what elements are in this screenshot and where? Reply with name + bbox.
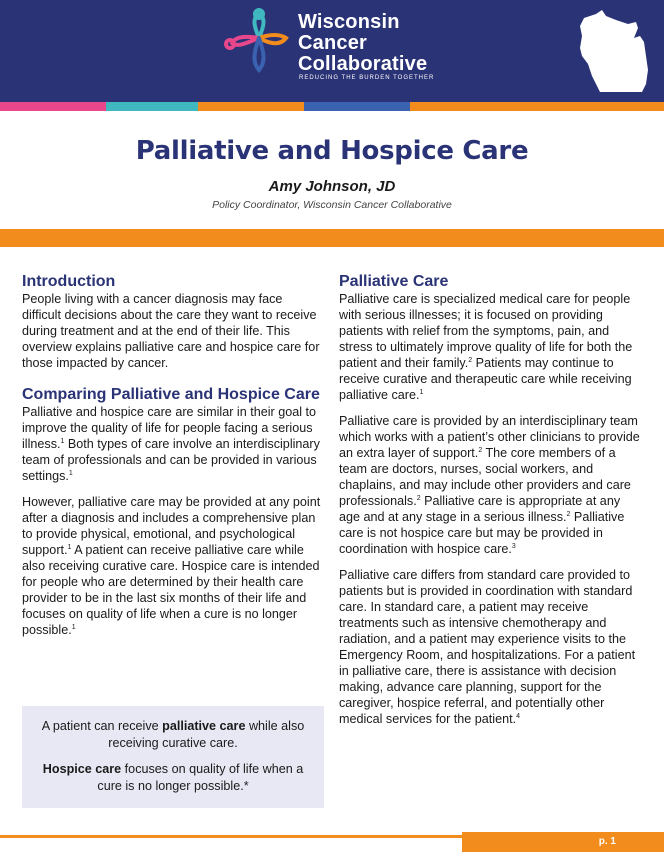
header-banner xyxy=(0,0,664,102)
page-number: p. 1 xyxy=(462,832,664,852)
author-affiliation: Policy Coordinator, Wisconsin Cancer Collaborative xyxy=(212,199,452,211)
footer-line xyxy=(0,835,462,838)
compare-paragraph-2: However, palliative care may be provided at any point after a diagnosis and includes a comprehensive plan to provide physical, emotional, and psychological support.$^1$ A patient can receive palliative care while also receiving curative care. Hospice care is intended for people who are determined by their health care provider to be in the last six months of their life and focuses on quality of life when a cure is no longer possible.$^1$ xyxy=(22,495,321,637)
org-tagline: REDUCING THE BURDEN TOGETHER xyxy=(299,75,435,81)
accent-stripe-orange xyxy=(198,102,304,111)
palliative-paragraph-1: Palliative care is specialized medical care for people with serious illnesses; it is focused on providing patients with relief from the symptoms, pain, and stress to ultimately improve quality of life for both the patient and their family.$^2$ Patients may continue to receive curative and therapeutic care while receiving palliative care.$^1$ xyxy=(339,292,633,402)
document-title: Palliative and Hospice Care xyxy=(135,136,529,166)
callout-box xyxy=(22,706,324,808)
palliative-paragraph-2: Palliative care is provided by an interdisciplinary team which works with a patient’s other clinicians to provide an extra layer of support.$^2$ The core members of a team are doctors, nurses, social workers, and chaplains, and may include other providers and care professionals.$^2$ Palliative care is appropriate at any age and at any stage in a serious illness.$^2$ Palliative care is not hospice care but may be provided in coordination with hospice care.$^3$ xyxy=(339,414,640,556)
accent-stripe-teal xyxy=(106,102,198,111)
accent-stripe-blue xyxy=(304,102,410,111)
accent-stripe-pink xyxy=(0,102,106,111)
right-column xyxy=(339,272,641,737)
compare-paragraph-1: Palliative and hospice care are similar in their goal to improve the quality of life for people facing a serious illness.$^1$ Both types of care involve an interdisciplinary team of professionals and can be provided in various settings.$^1$ xyxy=(22,405,320,483)
collaborative-knot-logo-icon xyxy=(224,8,294,78)
accent-stripe-orange-2 xyxy=(410,102,664,111)
intro-paragraph: People living with a cancer diagnosis may face difficult decisions about the care they want to receive during treatment and at the end of their life. This overview explains palliative care and hospice care for those impacted by cancer. xyxy=(22,292,320,370)
callout-palliative: A patient can receive palliative care while also receiving curative care. xyxy=(41,719,305,750)
palliative-heading: Palliative Care xyxy=(339,273,449,290)
author-name: Amy Johnson, JD xyxy=(268,178,396,195)
left-column xyxy=(22,272,324,648)
intro-heading: Introduction xyxy=(22,273,116,290)
callout-hospice: Hospice care focuses on quality of life when a cure is no longer possible.* xyxy=(42,762,304,793)
org-name: Wisconsin Cancer Collaborative xyxy=(298,11,428,75)
wisconsin-map-icon xyxy=(576,8,656,94)
palliative-paragraph-3: Palliative care differs from standard care provided to patients but is provided in coordination with standard care. In standard care, a patient may receive treatments such as intensive chemotherapy and radiation, and a patient may experience visits to the Emergency Room, and hospitalizations. For a patient in palliative care, there is assistance with decision making, advance care planning, support for the caregiver, hospice referral, and potentially other medical services for the patient.$^4$ xyxy=(339,568,636,726)
compare-heading: Comparing Palliative and Hospice Care xyxy=(22,386,320,403)
title-divider-bar xyxy=(0,229,664,247)
